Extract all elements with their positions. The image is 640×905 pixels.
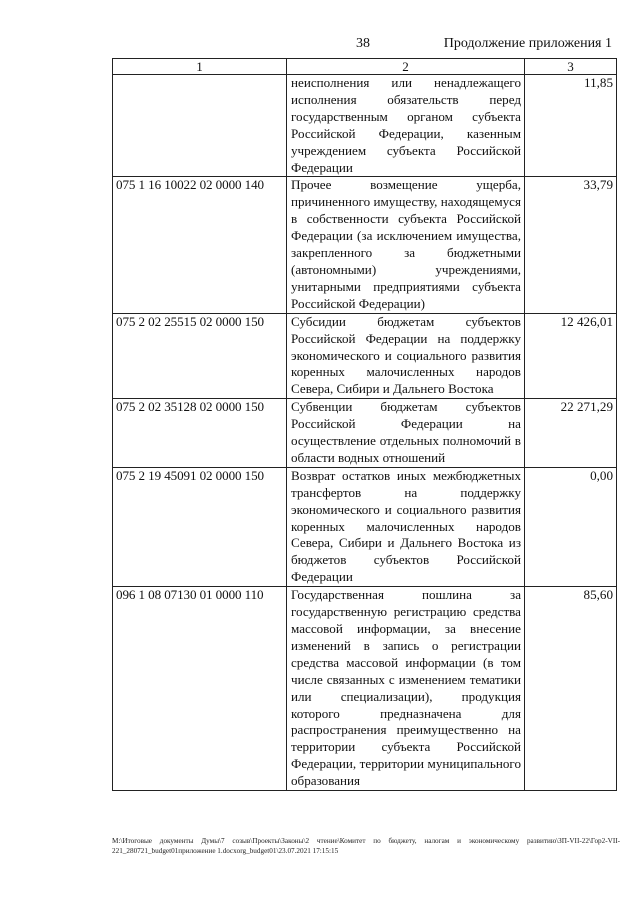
continuation-label: Продолжение приложения 1 xyxy=(443,36,612,51)
amount: 0,00 xyxy=(525,467,617,586)
budget-code: 075 2 19 45091 02 0000 150 xyxy=(113,467,287,586)
table-row xyxy=(113,467,617,586)
revenue-description: Государственная пошлина за государственную регистрацию средства массовой информации, за внесение изменений в запись о регистрации средства массовой информации (в том числе связанных с изменением тематики или специализации), продукция которого предназначена для распространения преимущественно на территории субъекта Российской Федерации, территории муниципального образования xyxy=(287,587,525,791)
budget-code xyxy=(113,75,287,177)
table-row xyxy=(113,587,617,791)
column-header-3: 3 xyxy=(525,59,617,75)
revenue-description: Субвенции бюджетам субъектов Российской Федерации на осуществление отдельных полномочий в области водных отношений xyxy=(287,399,525,468)
revenue-description: неисполнения или ненадлежащего исполнения обязательств перед государственным органом субъекта Российской Федерации, казенным учреждением субъекта Российской Федерации xyxy=(287,75,525,177)
amount: 11,85 xyxy=(525,75,617,177)
revenue-description: Субсидии бюджетам субъектов Российской Федерации на поддержку экономического и социального развития коренных малочисленных народов Севера, Сибири и Дальнего Востока xyxy=(287,313,525,399)
budget-code: 075 1 16 10022 02 0000 140 xyxy=(113,177,287,313)
table-row xyxy=(113,399,617,468)
table-row xyxy=(113,313,617,399)
revenue-table xyxy=(112,58,617,791)
table-header-row xyxy=(113,59,617,75)
budget-code: 096 1 08 07130 01 0000 110 xyxy=(113,587,287,791)
column-header-2: 2 xyxy=(287,59,525,75)
budget-code: 075 2 02 35128 02 0000 150 xyxy=(113,399,287,468)
table-row xyxy=(113,75,617,177)
budget-code: 075 2 02 25515 02 0000 150 xyxy=(113,313,287,399)
revenue-description: Прочее возмещение ущерба, причиненного имуществу, находящемуся в собственности субъекта Российской Федерации (за исключением имущества, закрепленного за бюджетными (автономными) учреждениями, унитарными предприятиями субъекта Российской Федерации) xyxy=(287,177,525,313)
amount: 12 426,01 xyxy=(525,313,617,399)
revenue-description: Возврат остатков иных межбюджетных трансфертов на поддержку экономического и социального развития коренных малочисленных народов Севера, Сибири и Дальнего Востока из бюджетов субъектов Российской Федерации xyxy=(287,467,525,586)
file-path-footer: M:\Итоговые документы Думы\7 созыв\Проекты\Законы\2 чтение\Комитет по бюджету, налогам и экономическому развитию\ЗП-VII-22\Гор2-VII-221_280721_budget01приложение 1.docxorg_budget01\23.07.2021 17:15:15 xyxy=(112,837,620,855)
column-header-1: 1 xyxy=(113,59,287,75)
amount: 22 271,29 xyxy=(525,399,617,468)
page-number: 38 xyxy=(356,36,370,51)
amount: 33,79 xyxy=(525,177,617,313)
table-row xyxy=(113,177,617,313)
amount: 85,60 xyxy=(525,587,617,791)
